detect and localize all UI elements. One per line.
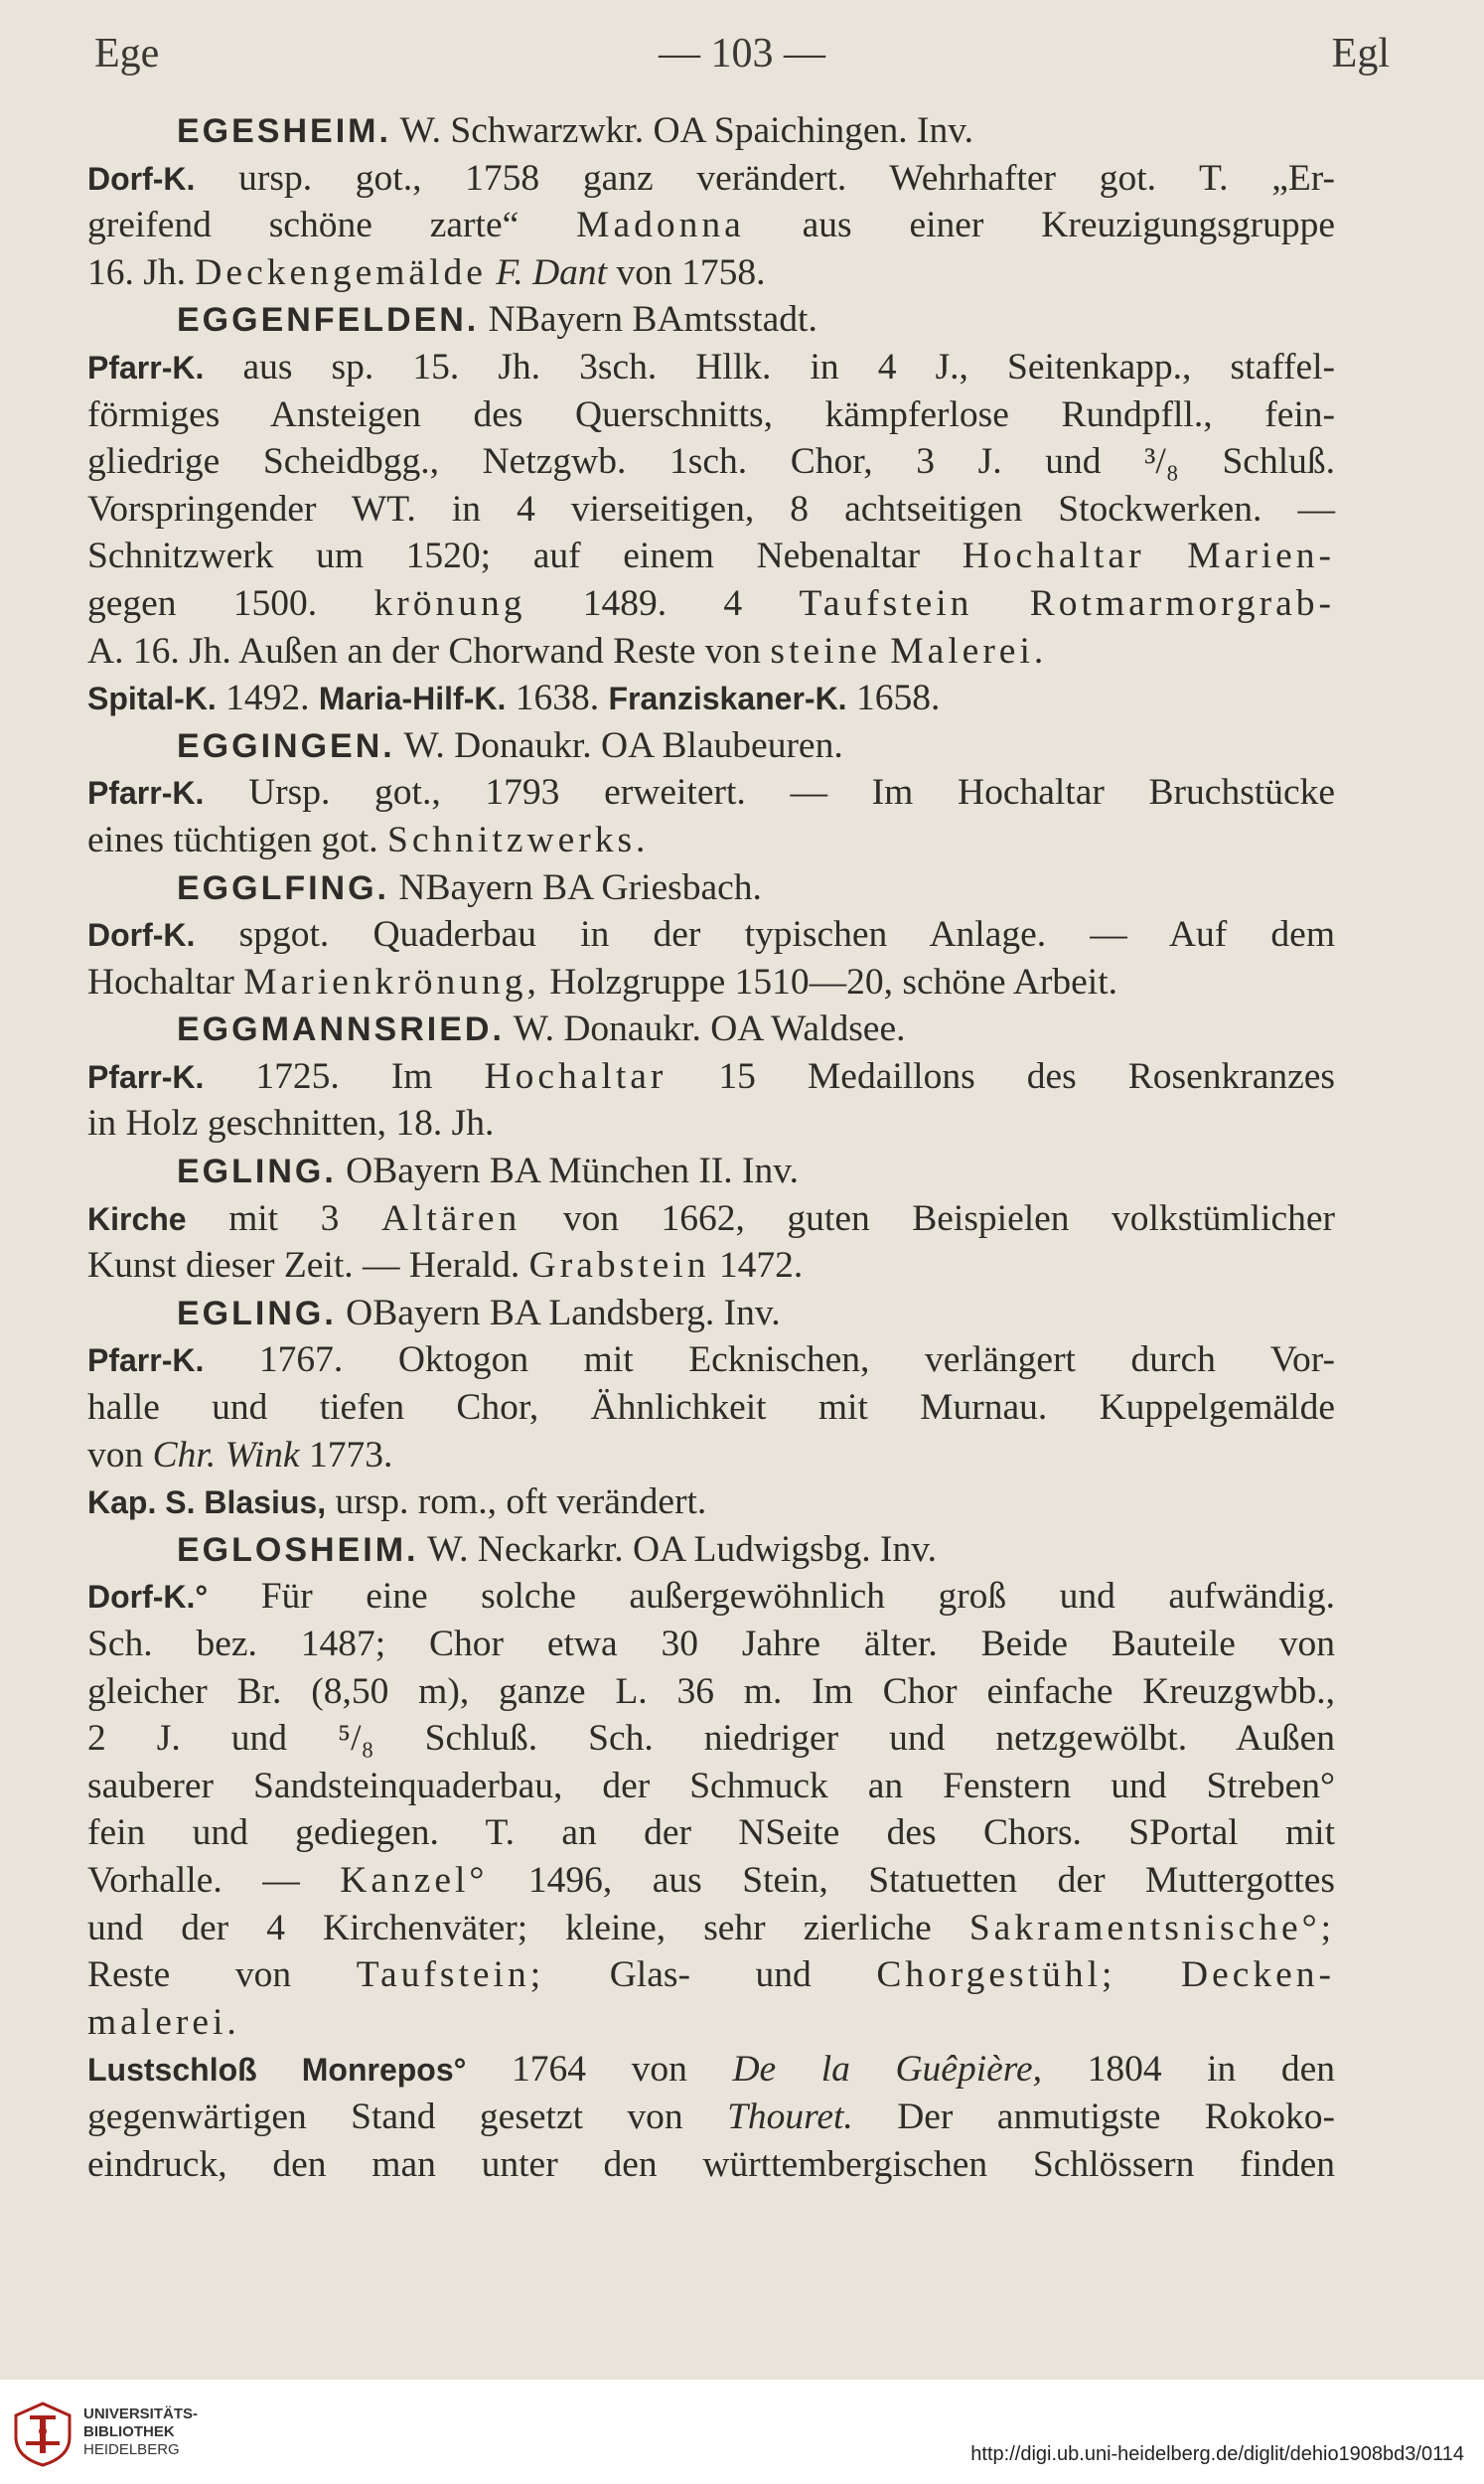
spaced-term: Hochaltar bbox=[962, 536, 1145, 577]
permalink-url[interactable]: http://digi.ub.uni-heidelberg.de/diglit/dehio1908bd3/0114 bbox=[970, 2443, 1464, 2465]
text-segment: 1472. bbox=[718, 1245, 804, 1287]
body-text bbox=[87, 107, 1335, 2188]
spaced-term: Chorgestühl; bbox=[876, 1954, 1116, 1996]
place-info: W. Neckarkr. OA Ludwigsbg. Inv. bbox=[427, 1528, 937, 1570]
spaced-term: Marien- bbox=[1187, 536, 1335, 577]
text-line bbox=[87, 1857, 1335, 1905]
text-segment: 1492. bbox=[225, 678, 310, 719]
text-segment: greifend schöne zarte“ bbox=[87, 205, 519, 246]
text-segment: aus sp. 15. Jh. 3sch. Hllk. in 4 J., Seitenkapp., staffel- bbox=[242, 346, 1335, 388]
entry-heading-line bbox=[87, 1006, 1335, 1053]
text-segment: von bbox=[87, 1434, 144, 1475]
text-line bbox=[87, 817, 1335, 864]
building-keyword: Franziskaner-K. bbox=[608, 681, 847, 717]
header-right-catchword: Egl bbox=[1331, 31, 1390, 77]
text-segment: mit 3 bbox=[228, 1197, 340, 1239]
text-line bbox=[87, 155, 1335, 203]
text-segment: sauberer Sandsteinquaderbau, der Schmuck an Fenstern und Streben° bbox=[87, 1765, 1335, 1806]
text-line bbox=[87, 1621, 1335, 1668]
spaced-term: Rotmarmorgrab- bbox=[1029, 582, 1336, 624]
place-name: EGGMANNSRIED. bbox=[177, 1010, 505, 1049]
spaced-term: Grabstein bbox=[528, 1245, 710, 1287]
text-segment: eines tüchtigen got. bbox=[87, 819, 378, 860]
text-line bbox=[87, 438, 1335, 486]
text-segment: Glas- und bbox=[609, 1954, 812, 1996]
entry-heading-line bbox=[87, 864, 1335, 912]
place-name: EGLING. bbox=[177, 1153, 337, 1191]
place-info: OBayern BA München II. Inv. bbox=[346, 1151, 799, 1192]
building-keyword: Kirche bbox=[87, 1200, 187, 1237]
text-segment: förmiges Ansteigen des Querschnitts, kämpferlose Rundpfll., fein- bbox=[87, 393, 1335, 435]
artist-name: Thouret. bbox=[727, 2096, 853, 2137]
text-line bbox=[87, 1668, 1335, 1716]
place-info: OBayern BA Landsberg. Inv. bbox=[346, 1292, 781, 1333]
text-segment: und der 4 Kirchenväter; kleine, sehr zierliche bbox=[87, 1907, 932, 1948]
text-segment: von bbox=[616, 251, 672, 293]
text-segment: Schnitzwerk um 1520; auf einem Nebenaltar bbox=[87, 536, 921, 577]
artist-name: Chr. Wink bbox=[152, 1434, 300, 1475]
place-name: EGGINGEN. bbox=[177, 726, 395, 765]
entry-heading-line bbox=[87, 107, 1335, 155]
building-keyword: Dorf-K. bbox=[87, 917, 196, 954]
spaced-term: malerei. bbox=[87, 2001, 240, 2043]
text-segment: Vorspringender WT. in 4 vierseitigen, 8 achtseitigen Stockwerken. — bbox=[87, 488, 1335, 530]
text-line bbox=[87, 1715, 1335, 1763]
text-segment: 1638. bbox=[515, 678, 600, 719]
heidelberg-university-library-logo bbox=[12, 2402, 74, 2467]
building-keyword: Dorf-K.° bbox=[87, 1579, 209, 1616]
text-line bbox=[87, 1242, 1335, 1290]
text-segment: von 1662, guten Beispielen volkstümlicher bbox=[562, 1197, 1336, 1239]
institution-line-2: BIBLIOTHEK bbox=[83, 2423, 175, 2440]
text-segment: 1496, aus Stein, Statuetten der Muttergottes bbox=[527, 1859, 1336, 1901]
spaced-term: krönung bbox=[373, 582, 526, 624]
place-info: W. Donaukr. OA Blaubeuren. bbox=[403, 724, 843, 766]
text-line bbox=[87, 2046, 1335, 2094]
text-line bbox=[87, 1478, 1335, 1526]
text-segment: Kunst dieser Zeit. — Herald. bbox=[87, 1245, 520, 1287]
text-segment: ursp. got., 1758 ganz verändert. Wehrhafter got. T. „Er- bbox=[238, 157, 1335, 199]
text-line bbox=[87, 769, 1335, 817]
text-segment: spgot. Quaderbau in der typischen Anlage. — Auf dem bbox=[238, 914, 1335, 956]
text-segment: ursp. rom., oft verändert. bbox=[335, 1481, 707, 1523]
text-segment: gegen 1500. bbox=[87, 582, 318, 624]
text-line bbox=[87, 2141, 1335, 2189]
entry-heading-line bbox=[87, 296, 1335, 344]
text-segment: 2 J. und ⁵/₈ Schluß. Sch. niedriger und netzgewölbt. Außen bbox=[87, 1718, 1335, 1760]
text-segment: Hochaltar bbox=[87, 961, 234, 1003]
text-segment: A. 16. Jh. Außen an der Chorwand Reste von bbox=[87, 630, 762, 672]
place-info: NBayern BAmtsstadt. bbox=[488, 299, 817, 341]
spaced-term: Taufstein; bbox=[356, 1954, 545, 1996]
text-line bbox=[87, 959, 1335, 1007]
text-segment: Der anmutigste Rokoko- bbox=[897, 2096, 1335, 2137]
text-segment: Ursp. got., 1793 erweitert. — Im Hochaltar Bruchstücke bbox=[248, 772, 1335, 814]
text-line bbox=[87, 1763, 1335, 1810]
text-segment: 1773. bbox=[308, 1434, 393, 1475]
spaced-term: steine bbox=[770, 630, 881, 672]
spaced-term: Madonna bbox=[576, 205, 745, 246]
institution-name bbox=[83, 2406, 198, 2459]
text-segment: 15 Medaillons des Rosenkranzes bbox=[718, 1055, 1336, 1097]
text-line bbox=[87, 533, 1335, 580]
text-segment: Für eine solche außergewöhnlich groß und aufwändig. bbox=[260, 1576, 1336, 1618]
text-line bbox=[87, 911, 1335, 959]
text-segment: 1658. bbox=[855, 678, 941, 719]
spaced-term: Malerei. bbox=[890, 630, 1048, 672]
text-line bbox=[87, 1100, 1335, 1148]
artist-name: De la Guêpière, bbox=[732, 2049, 1042, 2091]
header-left-catchword: Ege bbox=[94, 31, 160, 77]
text-segment: 1758. bbox=[681, 251, 766, 293]
building-keyword: Lustschloß Monrepos° bbox=[87, 2052, 467, 2089]
page-header bbox=[94, 30, 1390, 89]
text-line bbox=[87, 1905, 1335, 1952]
text-line bbox=[87, 202, 1335, 249]
place-name: EGGLFING. bbox=[177, 868, 389, 907]
text-segment: gleicher Br. (8,50 m), ganze L. 36 m. Im Chor einfache Kreuzgwbb., bbox=[87, 1670, 1335, 1712]
entry-heading-line bbox=[87, 1290, 1335, 1337]
text-segment: 16. Jh. bbox=[87, 251, 186, 293]
place-info: W. Donaukr. OA Waldsee. bbox=[513, 1009, 906, 1050]
text-segment: 1489. 4 bbox=[582, 582, 743, 624]
spaced-term: Sakramentsnische°; bbox=[968, 1907, 1336, 1948]
place-info: W. Schwarzwkr. OA Spaichingen. Inv. bbox=[399, 110, 973, 151]
text-line bbox=[87, 1951, 1335, 1999]
place-name: EGESHEIM. bbox=[177, 112, 391, 150]
place-name: EGLOSHEIM. bbox=[177, 1530, 419, 1569]
spaced-term: Altären bbox=[380, 1197, 521, 1239]
place-info: NBayern BA Griesbach. bbox=[398, 866, 762, 908]
building-keyword: Pfarr-K. bbox=[87, 349, 205, 386]
text-line bbox=[87, 1809, 1335, 1857]
text-segment: gegenwärtigen Stand gesetzt von bbox=[87, 2096, 683, 2137]
text-segment: aus einer Kreuzigungsgruppe bbox=[802, 205, 1336, 246]
text-line bbox=[87, 580, 1335, 628]
text-segment: Vorhalle. — bbox=[87, 1859, 300, 1901]
text-segment: 1804 in den bbox=[1087, 2049, 1336, 2091]
text-line bbox=[87, 1999, 1335, 2047]
institution-line-3: HEIDELBERG bbox=[83, 2441, 180, 2458]
entry-heading-line bbox=[87, 1526, 1335, 1574]
text-line bbox=[87, 1432, 1335, 1479]
text-line bbox=[87, 628, 1335, 676]
entry-heading-line bbox=[87, 1148, 1335, 1195]
text-segment: 1767. Oktogon mit Ecknischen, verlängert durch Vor- bbox=[258, 1339, 1336, 1381]
building-keyword: Pfarr-K. bbox=[87, 775, 205, 812]
spaced-term: Hochaltar bbox=[484, 1055, 668, 1097]
building-keyword: Spital-K. bbox=[87, 681, 217, 717]
text-segment: eindruck, den man unter den württembergischen Schlössern finden bbox=[87, 2143, 1335, 2185]
place-name: EGLING. bbox=[177, 1294, 337, 1332]
text-line bbox=[87, 344, 1335, 391]
spaced-term: Taufstein bbox=[799, 582, 973, 624]
text-segment: Sch. bez. 1487; Chor etwa 30 Jahre älter. Beide Bauteile von bbox=[87, 1624, 1335, 1664]
text-line bbox=[87, 2094, 1335, 2141]
spaced-term: Marienkrönung, bbox=[243, 961, 540, 1003]
text-line bbox=[87, 675, 1335, 722]
spaced-term: Schnitzwerks. bbox=[387, 819, 650, 860]
text-segment: halle und tiefen Chor, Ähnlichkeit mit Murnau. Kuppelgemälde bbox=[87, 1387, 1335, 1429]
text-line bbox=[87, 1336, 1335, 1384]
building-keyword: Maria-Hilf-K. bbox=[318, 681, 507, 717]
text-segment: Reste von bbox=[87, 1954, 292, 1996]
text-line bbox=[87, 486, 1335, 534]
text-segment: in Holz geschnitten, 18. Jh. bbox=[87, 1103, 495, 1145]
spaced-term: Kanzel° bbox=[340, 1859, 489, 1901]
building-keyword: Pfarr-K. bbox=[87, 1342, 205, 1379]
text-segment: fein und gediegen. T. an der NSeite des Chors. SPortal mit bbox=[87, 1812, 1335, 1854]
text-line bbox=[87, 249, 1335, 297]
text-line bbox=[87, 391, 1335, 439]
text-segment: 1764 von bbox=[512, 2049, 687, 2091]
text-segment: Holzgruppe 1510—20, schöne Arbeit. bbox=[549, 961, 1118, 1003]
artist-name: F. Dant bbox=[496, 251, 608, 293]
page-number: — 103 — bbox=[659, 31, 825, 77]
building-keyword: Pfarr-K. bbox=[87, 1058, 205, 1095]
institution-line-1: UNIVERSITÄTS- bbox=[83, 2406, 199, 2422]
text-segment: gliedrige Scheidbgg., Netzgwb. 1sch. Chor, 3 J. und ³/₈ Schluß. bbox=[87, 441, 1335, 483]
spaced-term: Decken- bbox=[1181, 1954, 1336, 1996]
library-footer bbox=[0, 2380, 1484, 2484]
text-segment: 1725. Im bbox=[255, 1055, 433, 1097]
entry-heading-line bbox=[87, 722, 1335, 770]
text-line bbox=[87, 1053, 1335, 1101]
text-line bbox=[87, 1384, 1335, 1432]
spaced-term: Deckengemälde bbox=[195, 251, 487, 293]
building-keyword: Dorf-K. bbox=[87, 160, 196, 197]
building-keyword: Kap. S. Blasius, bbox=[87, 1484, 327, 1521]
place-name: EGGENFELDEN. bbox=[177, 301, 480, 340]
text-line bbox=[87, 1195, 1335, 1243]
text-line bbox=[87, 1573, 1335, 1621]
